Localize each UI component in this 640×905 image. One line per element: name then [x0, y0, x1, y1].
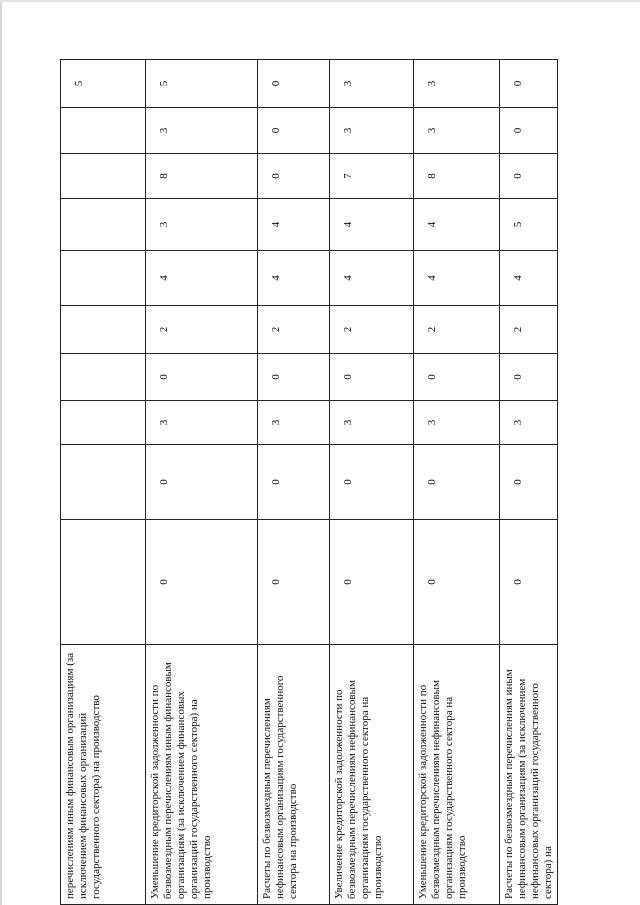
code-cell	[61, 354, 146, 401]
row-description: Уменьшение кредиторской задолженности по безвозмездным перечислениям нефинансовым организациям государственного сектора на производство	[414, 645, 500, 905]
code-cell	[61, 108, 146, 154]
row-description: Расчеты по безвозмездным перечислениям нефинансовым организациям государственного сектора на производство	[258, 645, 330, 905]
scan-edge	[0, 0, 640, 2]
code-cell: 0	[330, 445, 414, 520]
code-cell: 3	[500, 401, 558, 445]
table-body	[61, 60, 558, 905]
code-cell: 4	[146, 251, 258, 306]
code-cell: 2	[146, 306, 258, 354]
code-cell: 3	[330, 108, 414, 154]
code-cell: 4	[414, 199, 500, 251]
code-cell: 0	[414, 354, 500, 401]
code-cell: 0	[330, 520, 414, 645]
account-codes-table	[60, 59, 558, 905]
code-cell: 2	[258, 306, 330, 354]
code-cell: 4	[414, 251, 500, 306]
code-cell: 5	[500, 199, 558, 251]
code-cell: 0	[500, 154, 558, 199]
code-cell: 4	[500, 251, 558, 306]
code-cell: 0	[414, 520, 500, 645]
code-cell: 2	[414, 306, 500, 354]
table-row	[414, 60, 500, 905]
code-cell: 2	[500, 306, 558, 354]
row-description: перечислениям иным финансовым организациям (за исключением финансовых организаций государственного сектора) на производство	[61, 645, 146, 905]
code-cell: 4	[330, 199, 414, 251]
code-cell	[61, 445, 146, 520]
code-cell	[61, 154, 146, 199]
code-cell: 5	[146, 60, 258, 108]
code-cell: 4	[258, 199, 330, 251]
rotated-document-page	[60, 60, 554, 905]
code-cell: 4	[258, 251, 330, 306]
code-cell: 0	[500, 60, 558, 108]
code-cell: 3	[414, 60, 500, 108]
code-cell: 0	[146, 354, 258, 401]
code-cell: 0	[258, 154, 330, 199]
code-cell: 0	[258, 354, 330, 401]
code-cell	[61, 520, 146, 645]
table-row	[61, 60, 146, 905]
table-row	[330, 60, 414, 905]
code-cell: 0	[500, 445, 558, 520]
code-cell: 5	[61, 60, 146, 108]
code-cell	[61, 199, 146, 251]
code-cell: 0	[500, 354, 558, 401]
code-cell: 3	[330, 60, 414, 108]
code-cell: 0	[258, 60, 330, 108]
code-cell: 0	[500, 108, 558, 154]
code-cell: 8	[146, 154, 258, 199]
scan-edge	[0, 0, 2, 905]
code-cell: 4	[330, 251, 414, 306]
code-cell	[61, 251, 146, 306]
code-cell: 3	[330, 401, 414, 445]
code-cell: 0	[500, 520, 558, 645]
row-description: Расчеты по безвозмездным перечислениям иным нефинансовым организациям (за исключением нефинансовых организаций государственного сектора) на	[500, 645, 558, 905]
code-cell: 0	[330, 354, 414, 401]
code-cell: 0	[258, 445, 330, 520]
code-cell: 8	[414, 154, 500, 199]
code-cell: 3	[414, 108, 500, 154]
code-cell: 3	[146, 108, 258, 154]
code-cell: 0	[258, 520, 330, 645]
row-description: Увеличение кредиторской задолженности по безвозмездным перечислениям нефинансовым организациям государственного сектора на производство	[330, 645, 414, 905]
code-cell	[61, 401, 146, 445]
code-cell: 0	[258, 108, 330, 154]
code-cell: 0	[146, 520, 258, 645]
code-cell	[61, 306, 146, 354]
code-cell: 3	[258, 401, 330, 445]
code-cell: 3	[146, 199, 258, 251]
table-row	[500, 60, 558, 905]
code-cell: 0	[146, 445, 258, 520]
row-description: Уменьшение кредиторской задолженности по безвозмездным перечислениям иным финансовым организациям (за исключением финансовых организаций государственного сектора) на производство	[146, 645, 258, 905]
code-cell: 7	[330, 154, 414, 199]
code-cell: 3	[414, 401, 500, 445]
code-cell: 0	[414, 445, 500, 520]
table-row	[146, 60, 258, 905]
table-row	[258, 60, 330, 905]
code-cell: 2	[330, 306, 414, 354]
code-cell: 3	[146, 401, 258, 445]
